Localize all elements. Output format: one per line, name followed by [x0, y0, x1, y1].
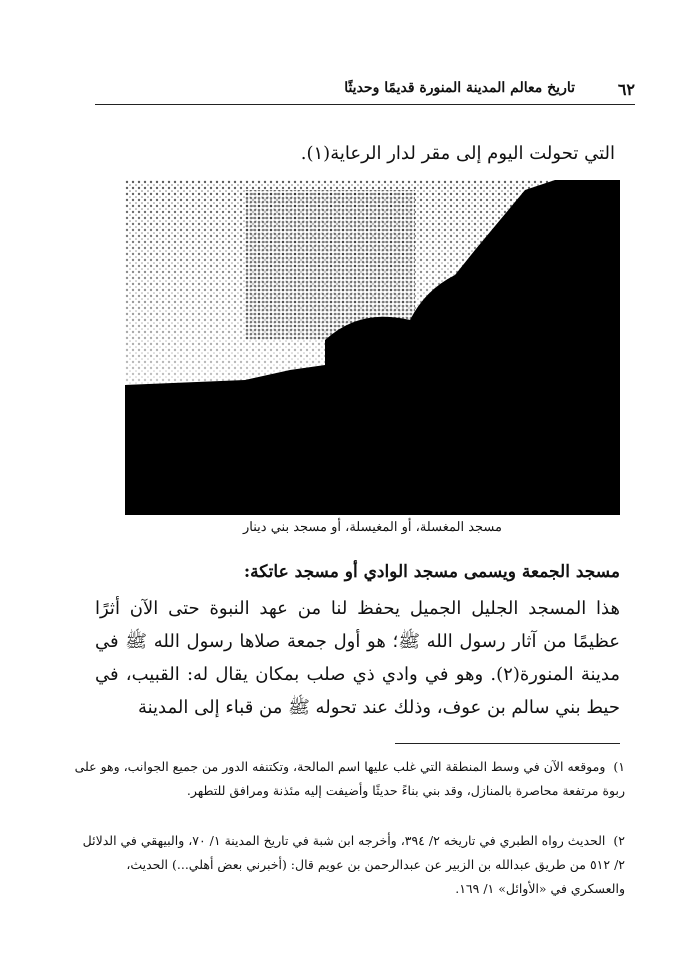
- intro-line: التي تحولت اليوم إلى مقر لدار الرعاية(١).: [300, 143, 615, 164]
- footnote-2: [70, 829, 625, 901]
- page-header: [95, 80, 635, 102]
- footnote-mark: ١): [613, 759, 625, 774]
- mosque-photo: [125, 180, 620, 515]
- running-title: تاريخ معالم المدينة المنورة قديمًا وحديثًا: [344, 80, 575, 96]
- section-heading: مسجد الجمعة ويسمى مسجد الوادي أو مسجد عاتكة:: [243, 562, 620, 582]
- header-rule: [95, 104, 635, 105]
- footnote-text: الحديث رواه الطبري في تاريخه ٢/ ٣٩٤، وأخرجه ابن شبة في تاريخ المدينة ١/ ٧٠، والبيهقي في الدلائل ٢/ ٥١٢ من طريق عبدالله بن الزبير عن عبدالرحمن بن عويم قال: (أخبرني بعض أهلي...) الحديث، والعسكري في «الأوائل» ١/ ١٦٩.: [82, 833, 625, 896]
- footnote-rule: [395, 743, 620, 744]
- footnote-1: [70, 755, 625, 803]
- footnote-text: وموقعه الآن في وسط المنطقة التي غلب عليها اسم المالحة، وتكتنفه الدور من جميع الجوانب، وهو على ربوة مرتفعة محاصرة بالمنازل، وقد بني بناءً حديثًا وأضيفت إليه مئذنة ومرافق للتطهر.: [74, 759, 625, 798]
- photo-caption: مسجد المغسلة، أو المغيسلة، أو مسجد بني دينار: [243, 520, 502, 535]
- page-number: ٦٢: [617, 80, 635, 99]
- section-body: هذا المسجد الجليل الجميل يحفظ لنا من عهد النبوة حتى الآن أثرًا عظيمًا من آثار رسول الله ﷺ؛ هو أول جمعة صلاها رسول الله ﷺ في مدينة المنورة(٢). وهو في وادي ذي صلب بمكان يقال له: القبيب، في حيط بني سالم بن عوف، وذلك عند تحوله ﷺ من قباء إلى المدينة: [95, 598, 620, 718]
- footnote-mark: ٢): [613, 833, 625, 848]
